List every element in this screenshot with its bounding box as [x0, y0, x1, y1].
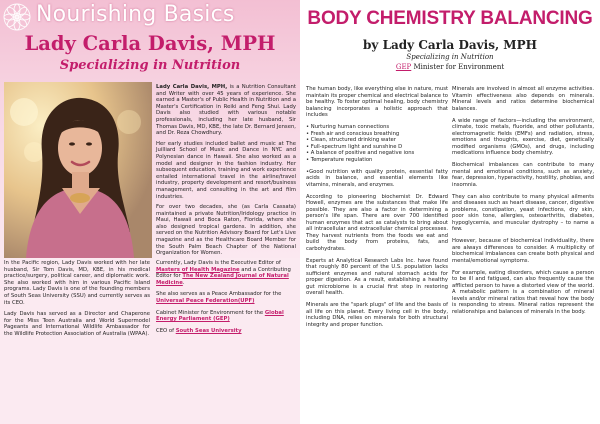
masters-of-health-link[interactable]: Masters of Health Magazine [156, 266, 240, 273]
bio-pageant-paragraph: Lady Davis has served as a Director and Chaperone for the Miss Teen Australia and World Supermodel Pageants and International Wildlife Ambassador for the Wildlife Protection Association of Australia (WPAA). [4, 311, 150, 337]
bio-paragraph-2: Her early studies included ballet and music at The Juilliard School of Music and Dance in NYC and Polynesian dance in Hawaii. She also worked as a model and designer in the fashion industry. Her subsequent education, training and work experience entailed international travel in the airline/travel industry, property development and resort/business management, and consulting in the art and film industries. [156, 140, 296, 200]
article-gep-line [300, 63, 600, 71]
bio-pacific-paragraph: In the Pacific region, Lady Davis worked with her late husband, Sir Tom Davis, MD, KBE, in his medical practice/surgery, political career, and diplomatic work. She also worked with him in various Pacific Island programs. Lady Davis is one of the founding members of South Seas University (SSU) and currently serves as its CEO. [4, 260, 150, 306]
author-bio [156, 84, 296, 261]
peace-prefix: She also serves as a Peace Ambassador for the [156, 291, 282, 298]
list-item: • Clean, structured drinking water [306, 137, 448, 144]
bio-p1-text: is a Nutrition Consultant and Writer with over 45 years of experience. She earned a Master's of Public Health in Nutrition and a Master's Certification in Reiki and Feng Shui. Lady Davis also studied with various notable professionals, including her late husband, Sir Thomas Davis, MD, KBE, the late Dr. Bernard Jensen, and Dr. Reza Chowdhury. [156, 84, 296, 137]
author-name: Lady Carla Davis, MPH [24, 32, 276, 55]
article-specialty: Specializing in Nutrition [406, 53, 494, 61]
upf-link[interactable]: Universal Peace Federation(UPF) [156, 297, 255, 304]
author-specialty: Specializing in Nutrition [59, 58, 241, 73]
list-item: • Fresh air and conscious breathing [306, 131, 448, 138]
author-photo [4, 82, 152, 258]
right-page [300, 0, 600, 424]
ceo-prefix: CEO of [156, 327, 176, 334]
minerals-paragraph: Minerals are the "spark plugs" of life and the basis of all life on this planet. Every living cell in the body, including DNA, relies on minerals for both structural integrity and proper function. [306, 302, 448, 328]
mandala-icon [2, 2, 32, 32]
peace-paragraph [156, 291, 296, 304]
intro-paragraph: The human body, like everything else in nature, must maintain its proper chemical and electrical balance to be healthy. To foster optimal healing, body chemistry balancing incorporates a holistic approach that includes [306, 86, 448, 118]
gep-link[interactable]: Global Energy Parliament (GEP) [156, 309, 284, 323]
article-column-1 [306, 86, 448, 334]
bio-paragraph-1 [156, 84, 296, 137]
factors-paragraph: A wide range of factors—including the environment, climate, toxic metals, fluoride, and other pollutants, electromagnetic fields (EMFs) and radiation, stress, emotions and thoughts, exercise, diet, genetically modified organisms (GMOs), and drugs, including medications influence body chemistry. [452, 117, 594, 156]
mineral-enzyme-paragraph: Minerals are involved in almost all enzyme activities. Vitamin effectiveness also depends on minerals. Mineral levels and ratios determine biochemical balances. [452, 86, 594, 112]
bio-lower-left [4, 260, 150, 343]
brand-title: Nourishing Basics [36, 2, 235, 27]
list-item: • Full-spectrum light and sunshine D [306, 144, 448, 151]
enzymes-paragraph: According to pioneering biochemist Dr. Edward Howell, enzymes are the substances that make life possible. They are also a factor in determining a person's life span. There are over 700 identified human enzymes that act as catalysts to bring about all intracellular and extracellular chemical processes. They harvest nutrients from the foods we eat and build the body from proteins, fats, and carbohydrates. [306, 193, 448, 252]
eating-disorders-paragraph: For example, eating disorders, which cause a person to be ill and fatigued, can also frequently cause the afflicted person to have a distorted view of the world. A metabolic pattern is a combination of mineral levels and/or mineral ratios that reveal how the body is responding to stress. Mineral ratios represent the relationships and balances of minerals in the body. [452, 269, 594, 315]
mental-paragraph: Biochemical imbalances can contribute to many mental and emotional conditions, such as anxiety, fear, depression, hyperactivity, hostility, phobias, and insomnia. [452, 162, 594, 188]
bio-paragraph-3: For over two decades, she (as Carla Cassata) maintained a private Nutrition/Iridology practice in Maui, Hawaii and Boca Raton, Florida, where she also designed tropical gardens. In addition, she served on the Nutrition Advisory Board for Let's Live magazine and as the Healthcare Board Member for the South Palm Beach Chapter of the National Organization for Women. [156, 204, 296, 257]
portrait-illustration [4, 82, 152, 258]
physical-paragraph: They can also contribute to many physical ailments and diseases such as heart disease, cancer, digestive problems, constipation, yeast infections, dry skin, poor skin tone, allergies, osteoarthritis, diabetes, hypoglycemia, and muscular dystrophy – to name a few. [452, 193, 594, 232]
cabinet-prefix: Cabinet Minister for Environment for the [156, 309, 265, 316]
nz-journal-link[interactable]: The New Zealand Journal of Natural Medicine [156, 273, 289, 286]
list-item: • A balance of positive and negative ions [306, 150, 448, 157]
nutrition-bullet: •Good nutrition with quality protein, essential fatty acids in balance, and essential elements like vitamins, minerals, and enzymes. [306, 168, 448, 188]
ssu-link[interactable]: South Seas University [175, 327, 242, 334]
list-item: • Nurturing human connections [306, 124, 448, 131]
holistic-list [306, 124, 448, 163]
gep-rest: Minister for Environment [411, 63, 505, 71]
bio-lower-right [156, 260, 296, 339]
ceo-paragraph [156, 328, 296, 335]
bio-name: Lady Carla Davis, MPH, [156, 84, 228, 90]
individuality-paragraph: However, because of biochemical individuality, there are always differences to consider. A multiplicity of biochemical imbalances can create both physical and mental/emotional symptoms. [452, 238, 594, 264]
analytical-paragraph: Experts at Analytical Research Labs Inc. have found that roughly 80 percent of the U.S. population lacks sufficient enzymes and natural stomach acids for proper digestion. As a result, establishing a healthy gut microbiome is a crucial first step in restoring overall health. [306, 257, 448, 296]
list-item: • Temperature regulation [306, 157, 448, 164]
article-title: BODY CHEMISTRY BALANCING [307, 8, 593, 29]
editor-mid: and a Contributing Editor for [156, 266, 291, 280]
editor-suffix: . [182, 279, 185, 286]
article-column-2 [452, 86, 594, 321]
editor-paragraph [156, 260, 296, 286]
editor-prefix: Currently, Lady Davis is the Executive Editor of [156, 260, 281, 266]
article-byline: by Lady Carla Davis, MPH [363, 38, 537, 52]
gep-abbr-link[interactable]: GEP [395, 63, 412, 71]
cabinet-paragraph [156, 310, 296, 323]
